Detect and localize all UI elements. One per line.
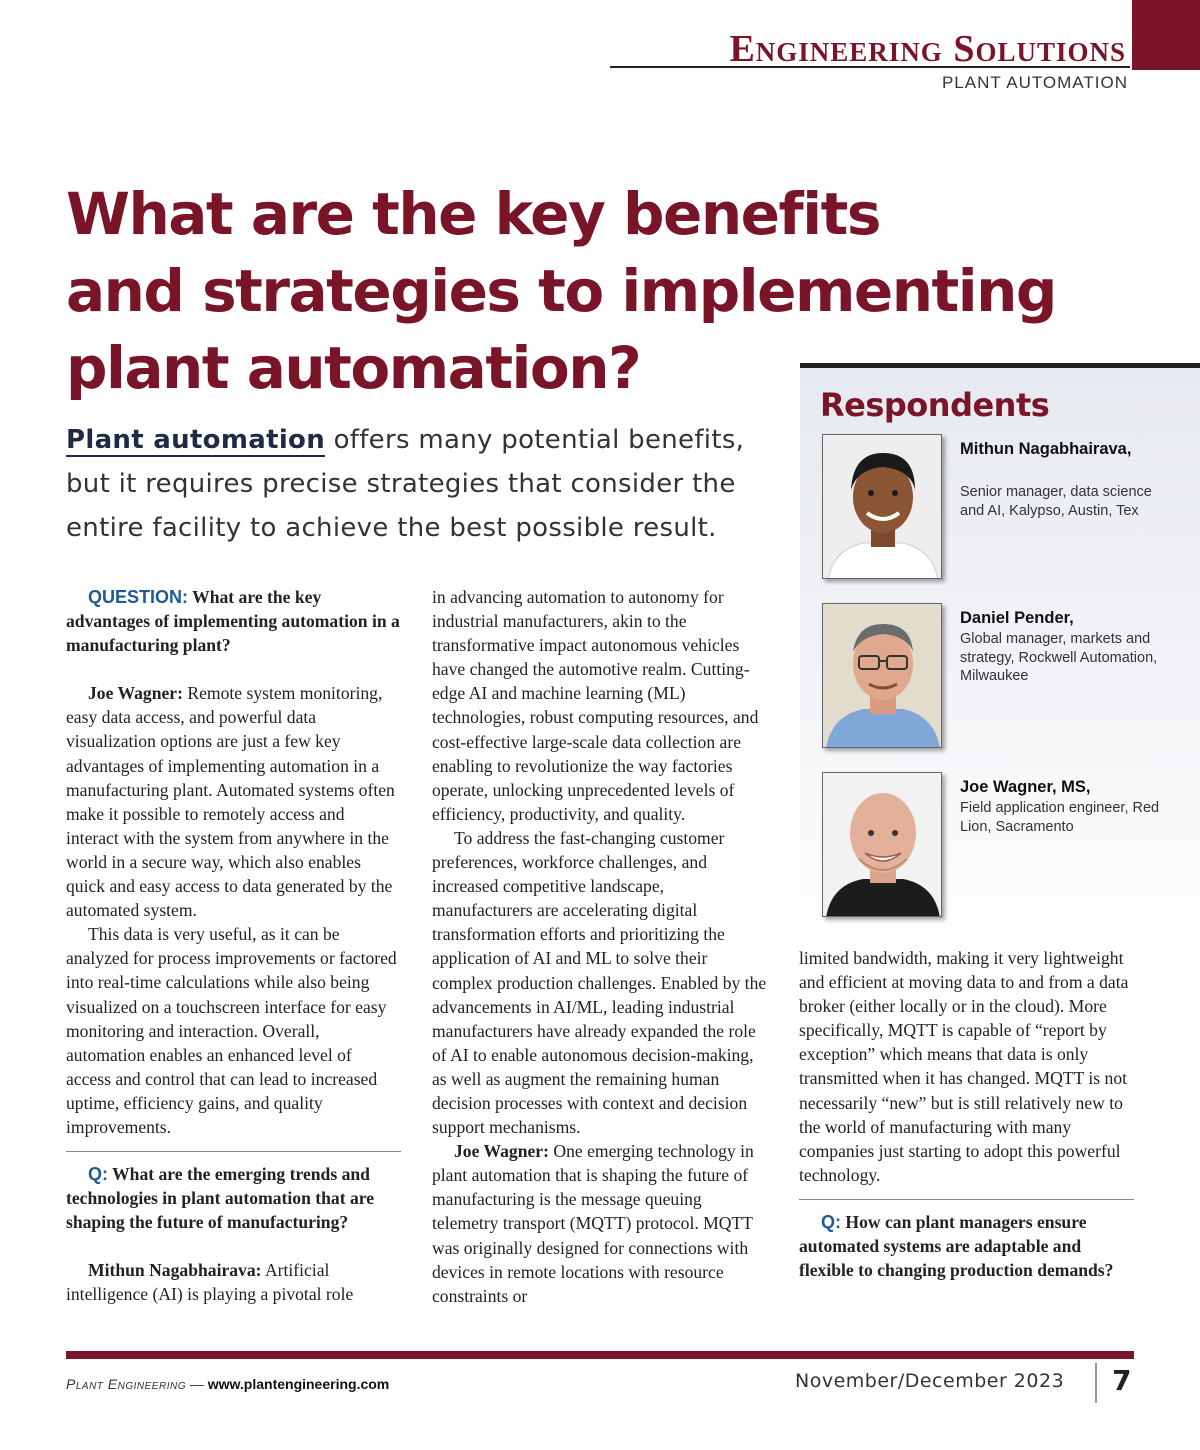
article-deck bbox=[66, 418, 766, 550]
page-number: 7 bbox=[1112, 1364, 1132, 1397]
question-text: What are the emerging trends and technologies in plant automation that are shaping the future of manufacturing? bbox=[66, 1164, 375, 1233]
answer-paragraph: limited bandwidth, making it very lightweight and efficient at moving data to and from a data broker (either locally or in the cloud). More specifically, MQTT is capable of “report by exception” which means that data is only transmitted when it has changed. MQTT is not necessarily “new” but is still relatively new to the world of manufacturing with many companies just starting to adopt this powerful technology. bbox=[799, 948, 1129, 1185]
question-label: Q: bbox=[88, 1164, 108, 1185]
speaker-name: Mithun Nagabhairava: bbox=[88, 1260, 262, 1281]
respondents-title: Respondents bbox=[820, 386, 1050, 424]
publication-url-link[interactable]: www.plantengineering.com bbox=[207, 1376, 390, 1392]
publication-name: Plant Engineering bbox=[66, 1376, 186, 1392]
speaker-name: Joe Wagner: bbox=[88, 683, 183, 704]
footer-rule bbox=[66, 1351, 1134, 1359]
deck-text: offers many potential benefits, but it requires precise strategies that consider the entire facility to achieve the best possible result. bbox=[66, 425, 745, 543]
question-2 bbox=[66, 1162, 401, 1234]
question-label: QUESTION: bbox=[88, 587, 189, 607]
question-divider bbox=[799, 1199, 1134, 1200]
headline-line: plant automation? bbox=[66, 334, 641, 402]
question-divider bbox=[66, 1151, 401, 1152]
speaker-name: Joe Wagner: bbox=[454, 1141, 549, 1162]
question-text: What are the key advantages of implementing automation in a manufacturing plant? bbox=[66, 587, 400, 656]
answer-paragraph bbox=[432, 1139, 767, 1308]
answer-text: Artificial intelligence (AI) is playing a pivotal role bbox=[66, 1260, 354, 1305]
respondent-title: Global manager, markets and strategy, Rockwell Automation, Milwaukee bbox=[960, 631, 1158, 684]
answer-paragraph bbox=[66, 1258, 401, 1306]
answer-paragraph: To address the fast-changing customer preferences, workforce challenges, and increased competitive landscape, manufacturers are accelerating digital transformation efforts and prioritizing the application of AI and ML to solve their complex production challenges. Enabled by the advancements in AI/ML, leading industrial manufacturers have already expanded the role of AI to enable autonomous decision-making, as well as augment the remaining human decision processes with context and decision support mechanisms. bbox=[432, 827, 767, 1138]
section-subtitle: PLANT AUTOMATION bbox=[941, 73, 1128, 92]
question-label: Q: bbox=[821, 1211, 841, 1232]
header-accent-block bbox=[1132, 0, 1200, 70]
deck-link[interactable]: Plant automation bbox=[66, 425, 325, 455]
article-column-1 bbox=[66, 585, 401, 1307]
section-title: Engineering Solutions bbox=[729, 28, 1126, 70]
question-text: How can plant managers ensure automated systems are adaptable and flexible to changing production demands? bbox=[799, 1211, 1114, 1281]
respondent-name: Mithun Nagabhairava, bbox=[960, 440, 1132, 458]
headline-line: and strategies to implementing bbox=[66, 257, 1056, 325]
answer-paragraph bbox=[66, 681, 401, 922]
answer-paragraph: This data is very useful, as it can be analyzed for process improvements or factored into real-time calculations while also being visualized on a touchscreen interface for easy monitoring and interaction. Overall, automation enables an enhanced level of access and control that can lead to increased uptime, efficiency gains, and quality improvements. bbox=[66, 924, 397, 1137]
article-column-2 bbox=[432, 585, 767, 1308]
respondent-title: Field application engineer, Red Lion, Sacramento bbox=[960, 800, 1160, 835]
answer-text: One emerging technology in plant automation that is shaping the future of manufacturing is the message queuing telemetry transport (MQTT) protocol. MQTT was originally designed for connections with devices in remote locations with resource constraints or bbox=[432, 1141, 754, 1306]
respondent-name: Joe Wagner, MS, bbox=[960, 778, 1091, 796]
answer-text: Remote system monitoring, easy data access, and powerful data visualization options are just a few key advantages of implementing automation in a manufacturing plant. Automated systems often make it possible to remotely access and interact with the system from anywhere in the world in a secure way, which also enables quick and easy access to data generated by the automated system. bbox=[66, 683, 395, 921]
respondent-photo-joe bbox=[822, 772, 942, 917]
footer-publication bbox=[66, 1376, 389, 1392]
respondents-sidebar bbox=[800, 368, 1200, 948]
respondent-photo-daniel bbox=[822, 603, 942, 748]
respondent-photo-mithun bbox=[822, 434, 942, 579]
article-column-3 bbox=[799, 946, 1134, 1282]
footer-separator: — bbox=[185, 1376, 208, 1392]
footer-divider bbox=[1095, 1363, 1097, 1403]
question-1 bbox=[66, 585, 401, 657]
question-3 bbox=[799, 1210, 1134, 1282]
headline-line: What are the key benefits bbox=[66, 180, 880, 248]
respondent-name: Daniel Pender, bbox=[960, 609, 1074, 627]
issue-date: November/December 2023 bbox=[795, 1370, 1065, 1392]
answer-paragraph: in advancing automation to autonomy for industrial manufacturers, akin to the transformative impact autonomous vehicles have changed the automotive realm. Cutting-edge AI and machine learning (ML) technologies, robust computing resources, and cost-effective large-scale data collection are enabling to revolutionize the way factories operate, unlocking unprecedented levels of efficiency, productivity, and quality. bbox=[432, 587, 759, 824]
respondent-title: Senior manager, data science and AI, Kalypso, Austin, Tex bbox=[960, 484, 1152, 519]
